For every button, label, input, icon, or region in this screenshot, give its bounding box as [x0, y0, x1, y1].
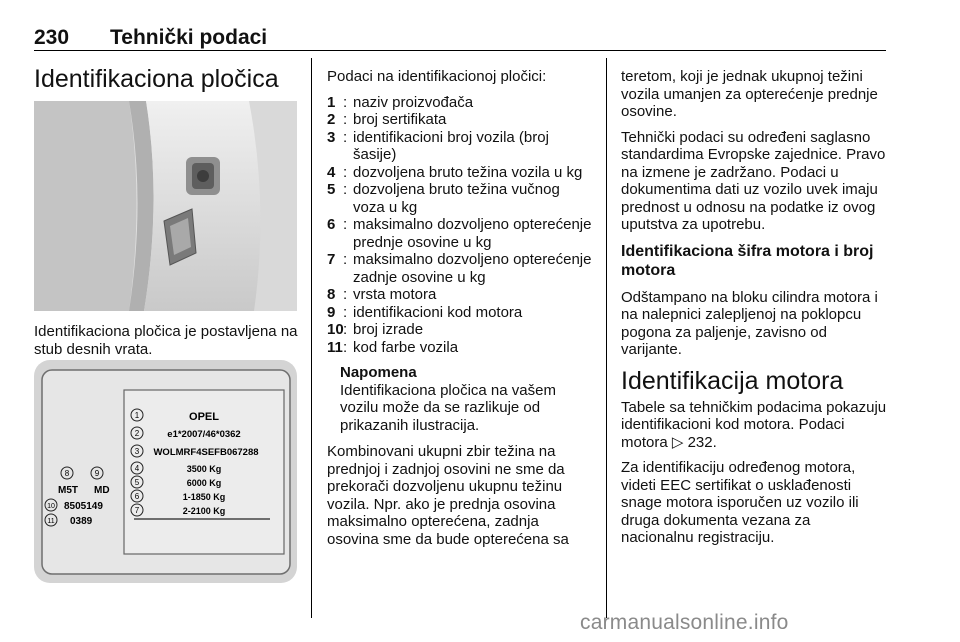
- note-heading: Napomena: [340, 364, 417, 381]
- header-rule: [34, 50, 886, 51]
- item-number: 8: [327, 286, 336, 303]
- list-item: 2 : broj sertifikata: [327, 111, 593, 129]
- axle-weight-paragraph: Kombinovani ukupni zbir težina na prednjoj i zadnjoj osovini ne sme da prekorači dozvoljenu ukupnu težinu vozila. Npr. ako je prednja osovina maksimalno opterećena, zadnja osovina sme da bude opterećena sa: [327, 443, 569, 548]
- list-item: 9 : identifikacioni kod motora: [327, 304, 593, 322]
- page-heading: Identifikaciona pločica: [34, 65, 279, 93]
- page-number: 230: [34, 26, 70, 49]
- item-number: 5: [327, 181, 336, 198]
- plate-value-vin: WOLMRF4SEFB067288: [153, 447, 259, 458]
- plate-value-engine-type: M5T: [58, 485, 78, 496]
- item-text: broj sertifikata: [353, 111, 447, 128]
- note-box: [340, 364, 593, 434]
- list-item: 5 : dozvoljena bruto težina vučnog voza u kg: [327, 181, 593, 216]
- plate-value-train-weight: 6000 Kg: [186, 478, 222, 488]
- identification-plate-illustration: [34, 360, 297, 583]
- column-divider-2: [606, 58, 607, 618]
- page-reference-icon: ▷: [671, 433, 684, 451]
- section-title: Tehnički podaci: [110, 26, 268, 49]
- item-number: 7: [327, 251, 336, 268]
- column-2: [327, 68, 593, 556]
- plate-value-gross-weight: 3500 Kg: [186, 464, 222, 474]
- list-intro: Podaci na identifikacionoj pločici:: [327, 68, 547, 85]
- item-text: broj izrade: [353, 321, 424, 338]
- list-item: 1 : naziv proizvođača: [327, 94, 593, 112]
- item-number: 10: [327, 321, 344, 338]
- list-item: 6 : maksimalno dozvoljeno opterećenje prednje osovine u kg: [327, 216, 592, 251]
- standards-paragraph: Tehnički podaci su određeni saglasno standardima Evropske zajednice. Pravo na izmene je zadržano. Podaci u dokumentima dati uz vozilo uvek imaju prednost u odnosu na podatke iz ovog uputstva za upotrebu.: [621, 128, 886, 233]
- column-divider-1: [311, 58, 312, 618]
- plate-marker-11-label: 11: [47, 518, 55, 525]
- item-number: 2: [327, 111, 336, 128]
- list-item: 10 : broj izrade: [327, 321, 593, 339]
- engine-data-paragraph: Tabele sa tehničkim podacima pokazuju identifikacioni kod motora. Podaci motora ▷ 232.: [621, 398, 887, 451]
- list-item: 3 : identifikacioni broj vozila (broj šasije): [327, 129, 593, 164]
- list-item: 4 : dozvoljena bruto težina vozila u kg: [327, 164, 593, 182]
- plate-value-paint-code: 0389: [70, 516, 93, 527]
- plate-value-certificate: e1*2007/46*0362: [167, 429, 241, 440]
- list-item: 7 : maksimalno dozvoljeno opterećenje zadnje osovine u kg: [327, 251, 592, 286]
- plate-marker-5-label: 5: [134, 478, 140, 487]
- plate-svg: [34, 360, 297, 583]
- engine-code-paragraph: Odštampano na bloku cilindra motora i na nalepnici zalepljenoj na poklopcu pogona za paljenje, zavisno od varijante.: [621, 288, 878, 358]
- column-3: [621, 68, 887, 555]
- item-text: maksimalno dozvoljeno opterećenje prednje osovine u kg: [353, 216, 592, 251]
- door-pillar-photo: [34, 101, 297, 311]
- plate-marker-8-label: 8: [64, 469, 70, 478]
- item-text: naziv proizvođača: [353, 93, 474, 111]
- list-item: 8 : vrsta motora: [327, 286, 593, 304]
- plate-marker-2-label: 2: [134, 429, 140, 438]
- door-pillar-illustration: [34, 101, 297, 311]
- item-text: dozvoljena bruto težina vozila u kg: [353, 163, 583, 181]
- plate-marker-1-label: 1: [134, 411, 140, 420]
- item-text: dozvoljena bruto težina vučnog voza u kg: [353, 181, 560, 216]
- item-text: kod farbe vozila: [353, 338, 459, 356]
- item-number: 1: [327, 93, 336, 111]
- plate-caption: Identifikaciona pločica je postavljena na stub desnih vrata.: [34, 323, 298, 358]
- engine-identification-heading: Identifikacija motora: [621, 366, 844, 395]
- axle-weight-paragraph-continued: teretom, koji je jednak ukupnoj težini vozila umanjen za opterećenje prednje osovine.: [621, 68, 878, 120]
- page-reference-link[interactable]: 232.: [687, 433, 717, 451]
- item-text: identifikacioni broj vozila (broj šasije): [353, 128, 549, 163]
- plate-legend-list: [327, 94, 593, 357]
- plate-value-front-axle: 1-1850 Kg: [182, 492, 226, 502]
- note-text: Identifikaciona pločica na vašem vozilu može da se razlikuje od prikazanih ilustracija.: [340, 381, 556, 434]
- item-number: 6: [327, 216, 336, 233]
- plate-marker-6-label: 6: [134, 492, 140, 501]
- list-item: 11 : kod farbe vozila: [327, 339, 593, 357]
- plate-marker-9-label: 9: [94, 469, 100, 478]
- plate-value-build-number: 8505149: [64, 501, 103, 512]
- item-number: 3: [327, 128, 336, 146]
- item-number: 4: [327, 163, 336, 181]
- watermark: carmanualsonline.info: [580, 611, 789, 634]
- eec-certificate-paragraph: Za identifikaciju određenog motora, videti EEC sertifikat o usklađenosti snage motora isporučen uz vozilo ili druga dokumenta vezana za nacionalnu registraciju.: [621, 459, 859, 546]
- item-text: maksimalno dozvoljeno opterećenje zadnje osovine u kg: [353, 251, 592, 286]
- engine-code-subheading: Identifikaciona šifra motora i broj motora: [621, 242, 874, 279]
- plate-value-rear-axle: 2-2100 Kg: [182, 506, 226, 516]
- plate-marker-7-label: 7: [134, 506, 140, 515]
- plate-marker-3-label: 3: [134, 447, 140, 456]
- item-text: vrsta motora: [353, 286, 437, 303]
- plate-value-engine-code: MD: [94, 485, 110, 496]
- plate-marker-4-label: 4: [134, 464, 140, 473]
- plate-marker-10-label: 10: [47, 503, 55, 510]
- item-text: identifikacioni kod motora: [353, 303, 523, 321]
- item-number: 9: [327, 303, 336, 321]
- plate-value-manufacturer: OPEL: [189, 411, 219, 423]
- item-number: 11: [327, 338, 343, 356]
- page-header: [34, 26, 267, 50]
